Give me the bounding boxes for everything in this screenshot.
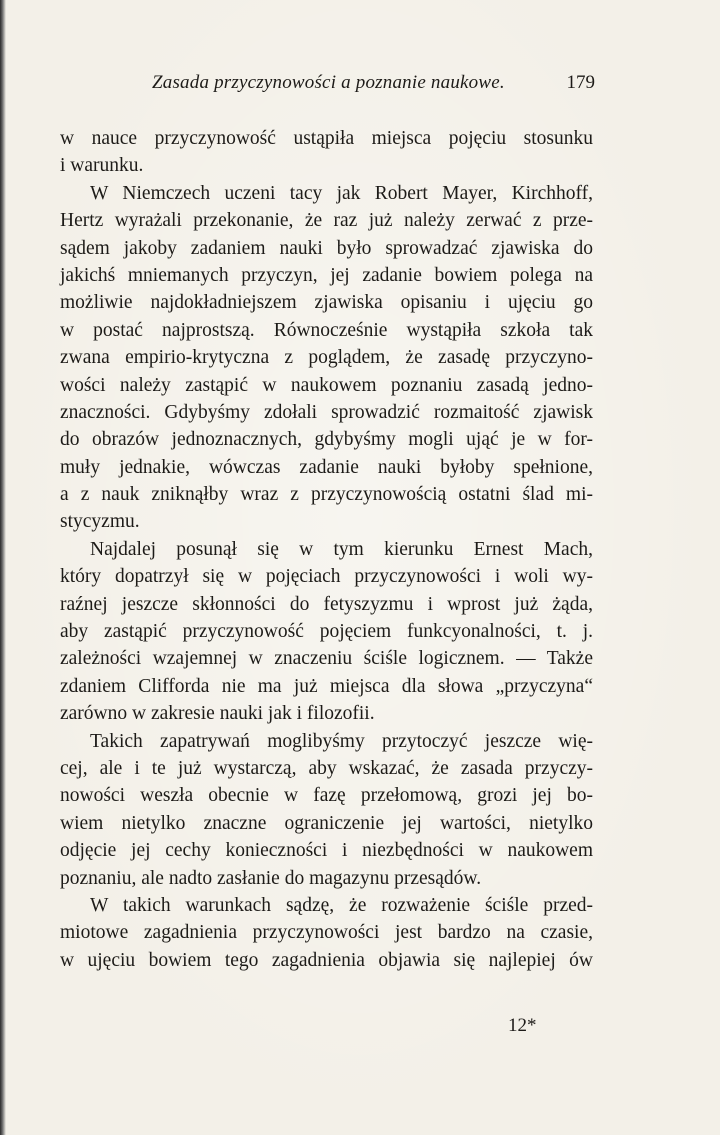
binding-edge xyxy=(0,0,6,1135)
text-line: Takich zapatrywań moglibyśmy przytoczyć jeszcze wię- xyxy=(90,730,593,752)
text-line: odjęcie jej cechy konieczności i niezbędności w naukowem xyxy=(60,840,593,862)
text-line: znaczności. Gdybyśmy zdołali sprowadzić rozmaitość zjawisk xyxy=(60,401,593,423)
text-line: w nauce przyczynowość ustąpiła miejsca pojęciu stosunku xyxy=(60,128,593,149)
body-text xyxy=(60,125,593,974)
text-line: zdaniem Clifforda nie ma już miejsca dla słowa „przyczyna“ xyxy=(60,675,593,697)
text-line: zwana empirio-krytyczna z poglądem, że zasadę przyczyno- xyxy=(60,347,593,369)
text-line: w ujęciu bowiem tego zagadnienia objawia się najlepiej ów xyxy=(60,949,593,971)
text-line: raźnej jeszcze skłonności do fetyszyzmu i wprost już żąda, xyxy=(60,593,593,615)
running-title: Zasada przyczynowości a poznanie naukowe. xyxy=(152,72,505,93)
page-number: 179 xyxy=(566,72,595,93)
text-line: stycyzmu. xyxy=(60,511,140,533)
signature-mark: 12* xyxy=(508,1015,537,1036)
text-line: w postać najprostszą. Równocześnie wystąpiła szkoła tak xyxy=(60,319,593,341)
text-line: zależności wzajemnej w znaczeniu ściśle logicznem. — Także xyxy=(60,648,593,670)
text-line: do obrazów jednoznacznych, gdybyśmy mogli ująć je w for- xyxy=(60,429,593,451)
text-line: Hertz wyrażali przekonanie, że raz już należy zerwać z prze- xyxy=(60,210,593,232)
text-line: nowości weszła obecnie w fazę przełomową, grozi jej bo- xyxy=(60,785,593,807)
text-line: wiem nietylko znaczne ograniczenie jej wartości, nietylko xyxy=(60,812,593,834)
text-line: cej, ale i te już wystarczą, aby wskazać, że zasada przyczy- xyxy=(60,757,593,779)
text-line: zarówno w zakresie nauki jak i filozofii. xyxy=(60,703,375,725)
text-line: wości należy zastąpić w naukowem poznaniu zasadą jedno- xyxy=(60,374,593,396)
text-line: jakichś mniemanych przyczyn, jej zadanie bowiem polega na xyxy=(60,264,593,286)
text-line: aby zastąpić przyczynowość pojęciem funkcyonalności, t. j. xyxy=(60,621,593,643)
text-line: W takich warunkach sądzę, że rozważenie ściśle przed- xyxy=(90,894,593,916)
text-line: poznaniu, ale nadto zasłanie do magazynu przesądów. xyxy=(60,867,482,889)
text-line: możliwie najdokładniejszem zjawiska opisaniu i ujęciu go xyxy=(60,292,593,314)
text-line: miotowe zagadnienia przyczynowości jest bardzo na czasie, xyxy=(60,922,593,944)
text-line: sądem jakoby zadaniem nauki było sprowadzać zjawiska do xyxy=(60,237,593,259)
text-line: a z nauk zniknąłby wraz z przyczynowością ostatni ślad mi- xyxy=(60,484,593,506)
text-line: który dopatrzył się w pojęciach przyczynowości i woli wy- xyxy=(60,566,593,588)
text-line: i warunku. xyxy=(60,155,144,177)
text-line: W Niemczech uczeni tacy jak Robert Mayer, Kirchhoff, xyxy=(90,182,593,204)
text-line: Najdalej posunął się w tym kierunku Ernest Mach, xyxy=(90,538,593,560)
page-header xyxy=(60,72,595,102)
text-line: muły jednakie, wówczas zadanie nauki byłoby spełnione, xyxy=(60,456,593,478)
